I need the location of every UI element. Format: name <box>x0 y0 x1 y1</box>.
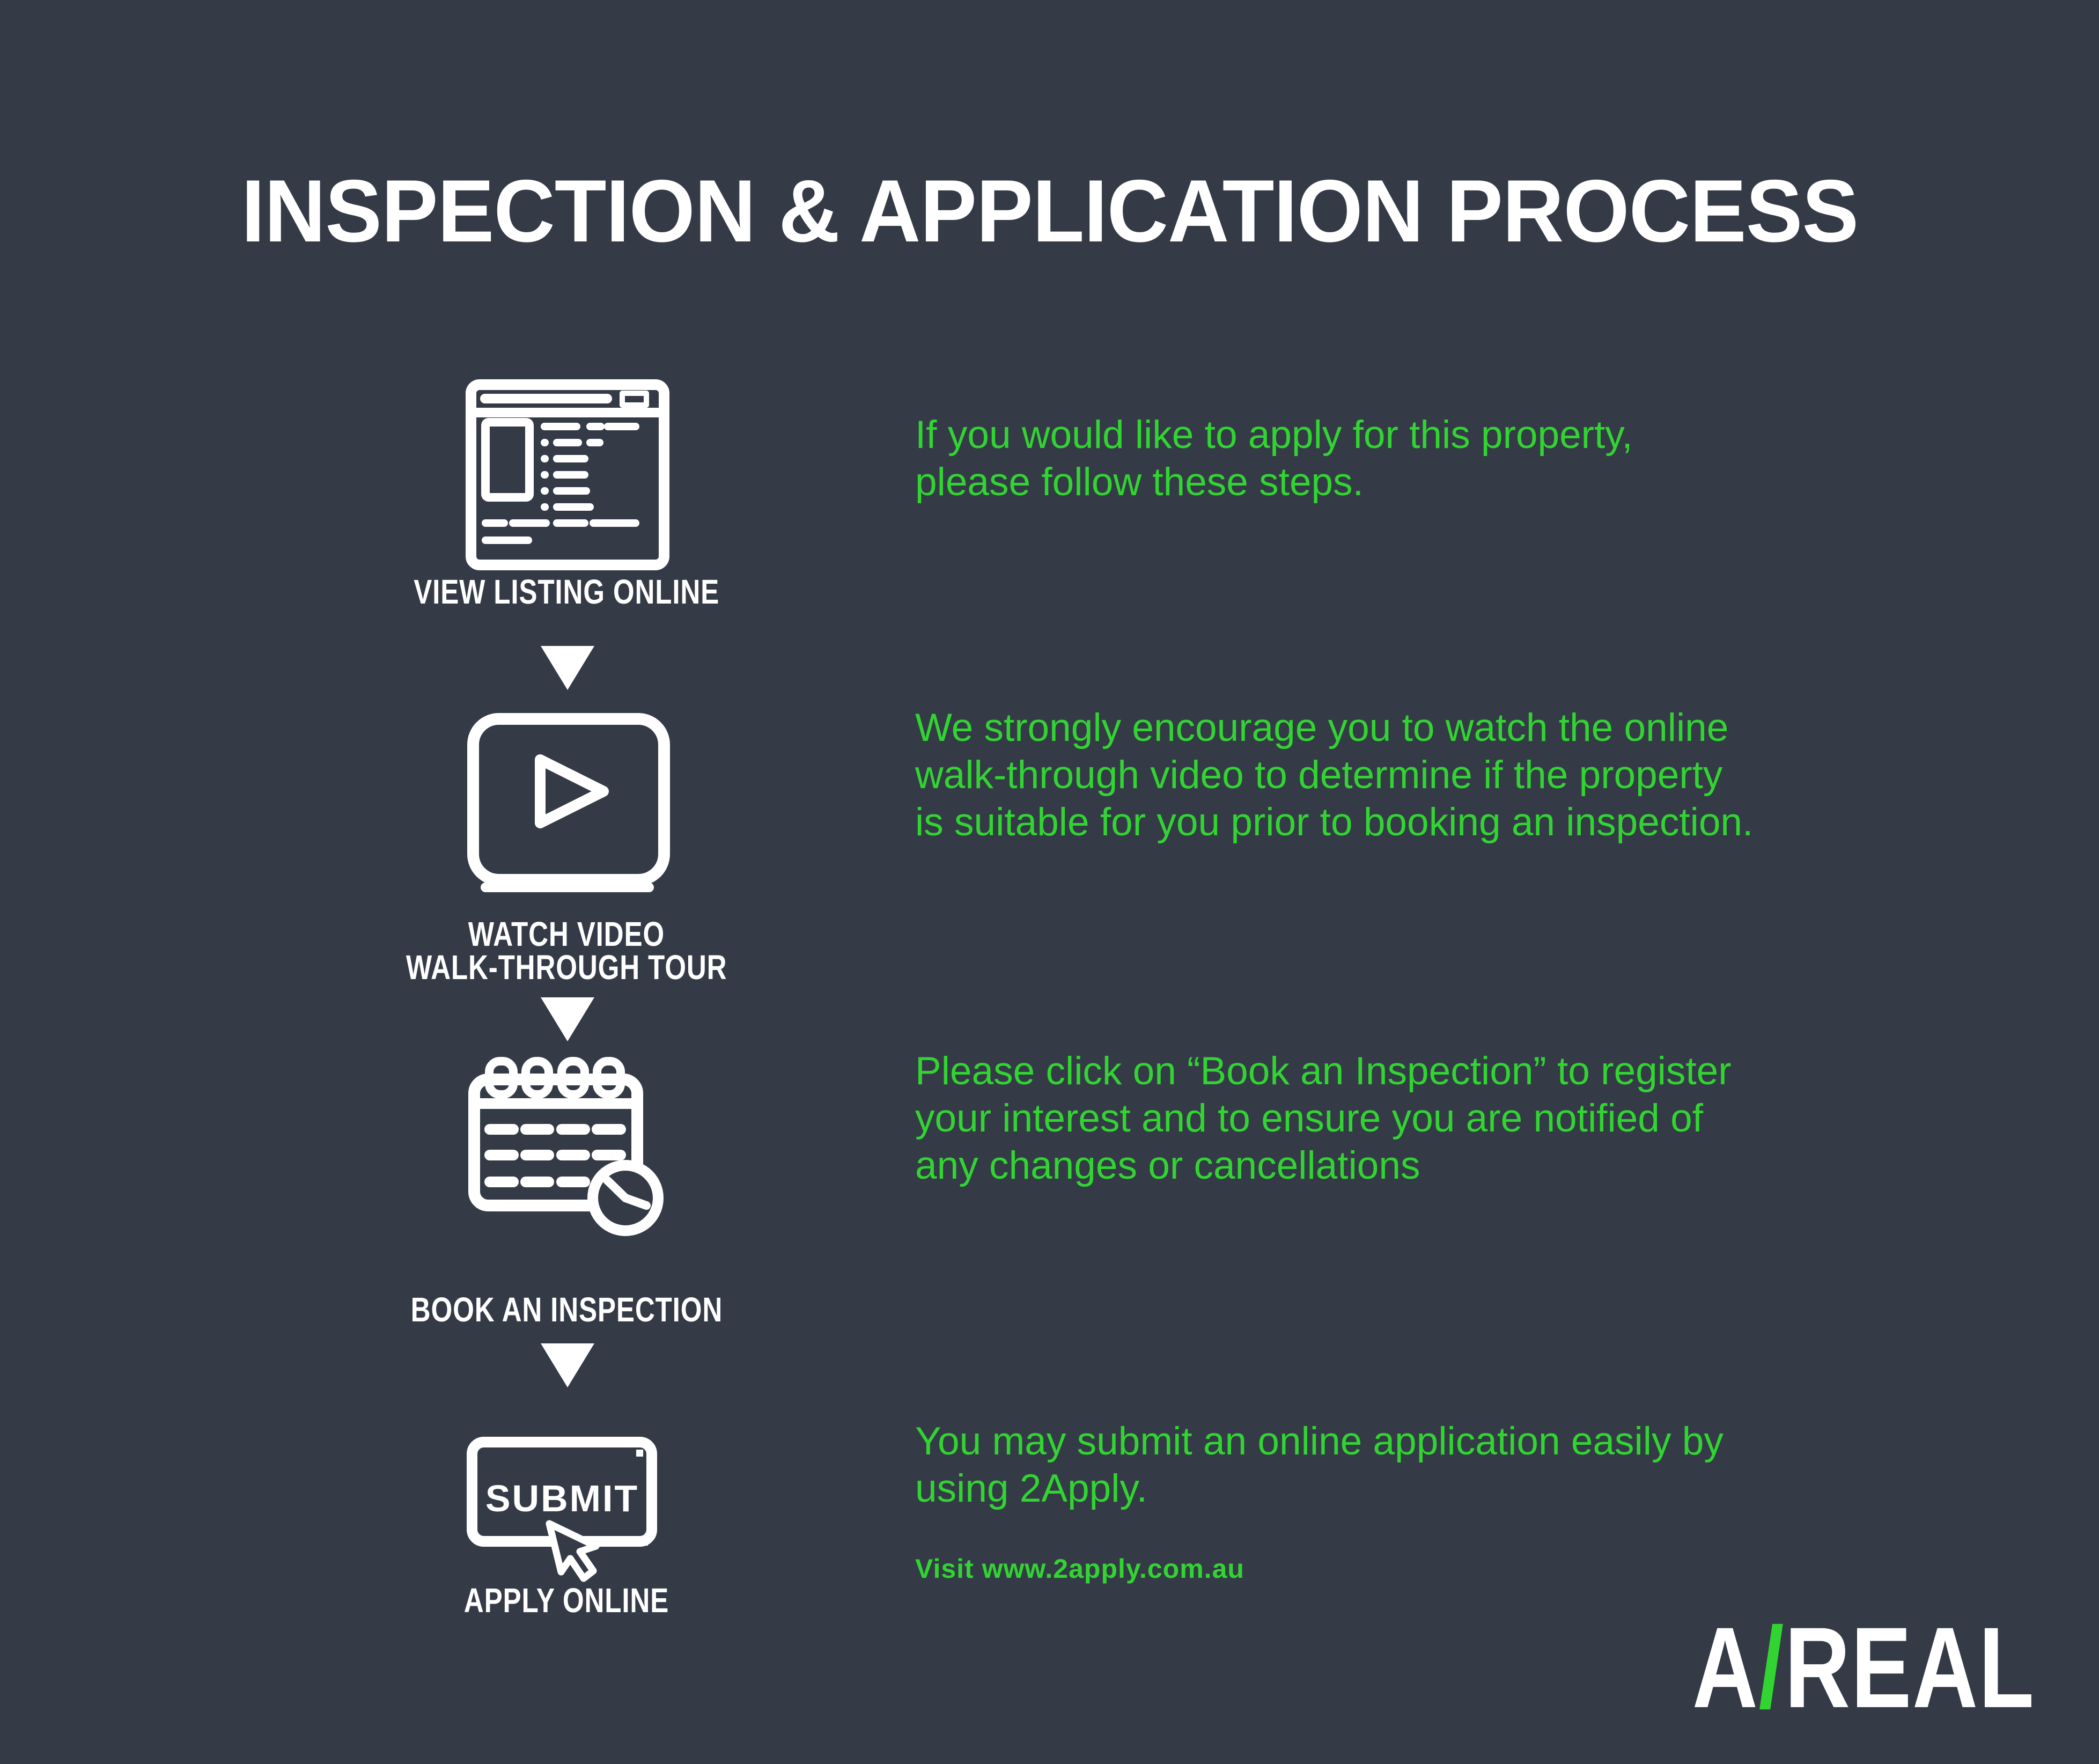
step-description-view-listing: If you would like to apply for this property, please follow these steps. <box>915 413 1633 504</box>
browser-listing-icon <box>466 379 669 570</box>
submit-button-icon <box>459 1428 679 1594</box>
submit-button-label: SUBMIT <box>485 1478 639 1519</box>
step-description-book-inspection: Please click on “Book an Inspection” to register your interest and to ensure you are notified of any changes or cancellations <box>915 1049 1732 1187</box>
cursor-icon <box>549 1524 596 1578</box>
down-arrow-icon <box>541 1343 594 1387</box>
step-description-watch-video: We strongly encourage you to watch the online walk-through video to determine if the property is suitable for you prior to booking an inspection. <box>915 706 1754 844</box>
down-arrow-icon <box>541 646 594 690</box>
visit-url-text: Visit www.2apply.com.au <box>915 1554 1244 1584</box>
step-label-book-an-inspection: BOOK AN INSPECTION <box>410 1290 723 1329</box>
step-label-apply-online: APPLY ONLINE <box>463 1581 669 1620</box>
logo-slash: / <box>1758 1604 1785 1732</box>
down-arrow-icon <box>541 997 594 1041</box>
areal-logo: A/REAL <box>1692 1604 2035 1732</box>
step-label-watch-video: WATCH VIDEO <box>468 915 665 953</box>
page-title: INSPECTION & APPLICATION PROCESS <box>241 161 1858 260</box>
step-label-walkthrough-tour: WALK-THROUGH TOUR <box>406 948 727 987</box>
video-walkthrough-icon <box>467 712 671 895</box>
calendar-clock-icon <box>460 1056 675 1244</box>
step-label-view-listing-online: VIEW LISTING ONLINE <box>414 572 719 611</box>
step-description-apply-online: You may submit an online application easily by using 2Apply. <box>915 1420 1724 1510</box>
play-icon <box>540 760 603 823</box>
